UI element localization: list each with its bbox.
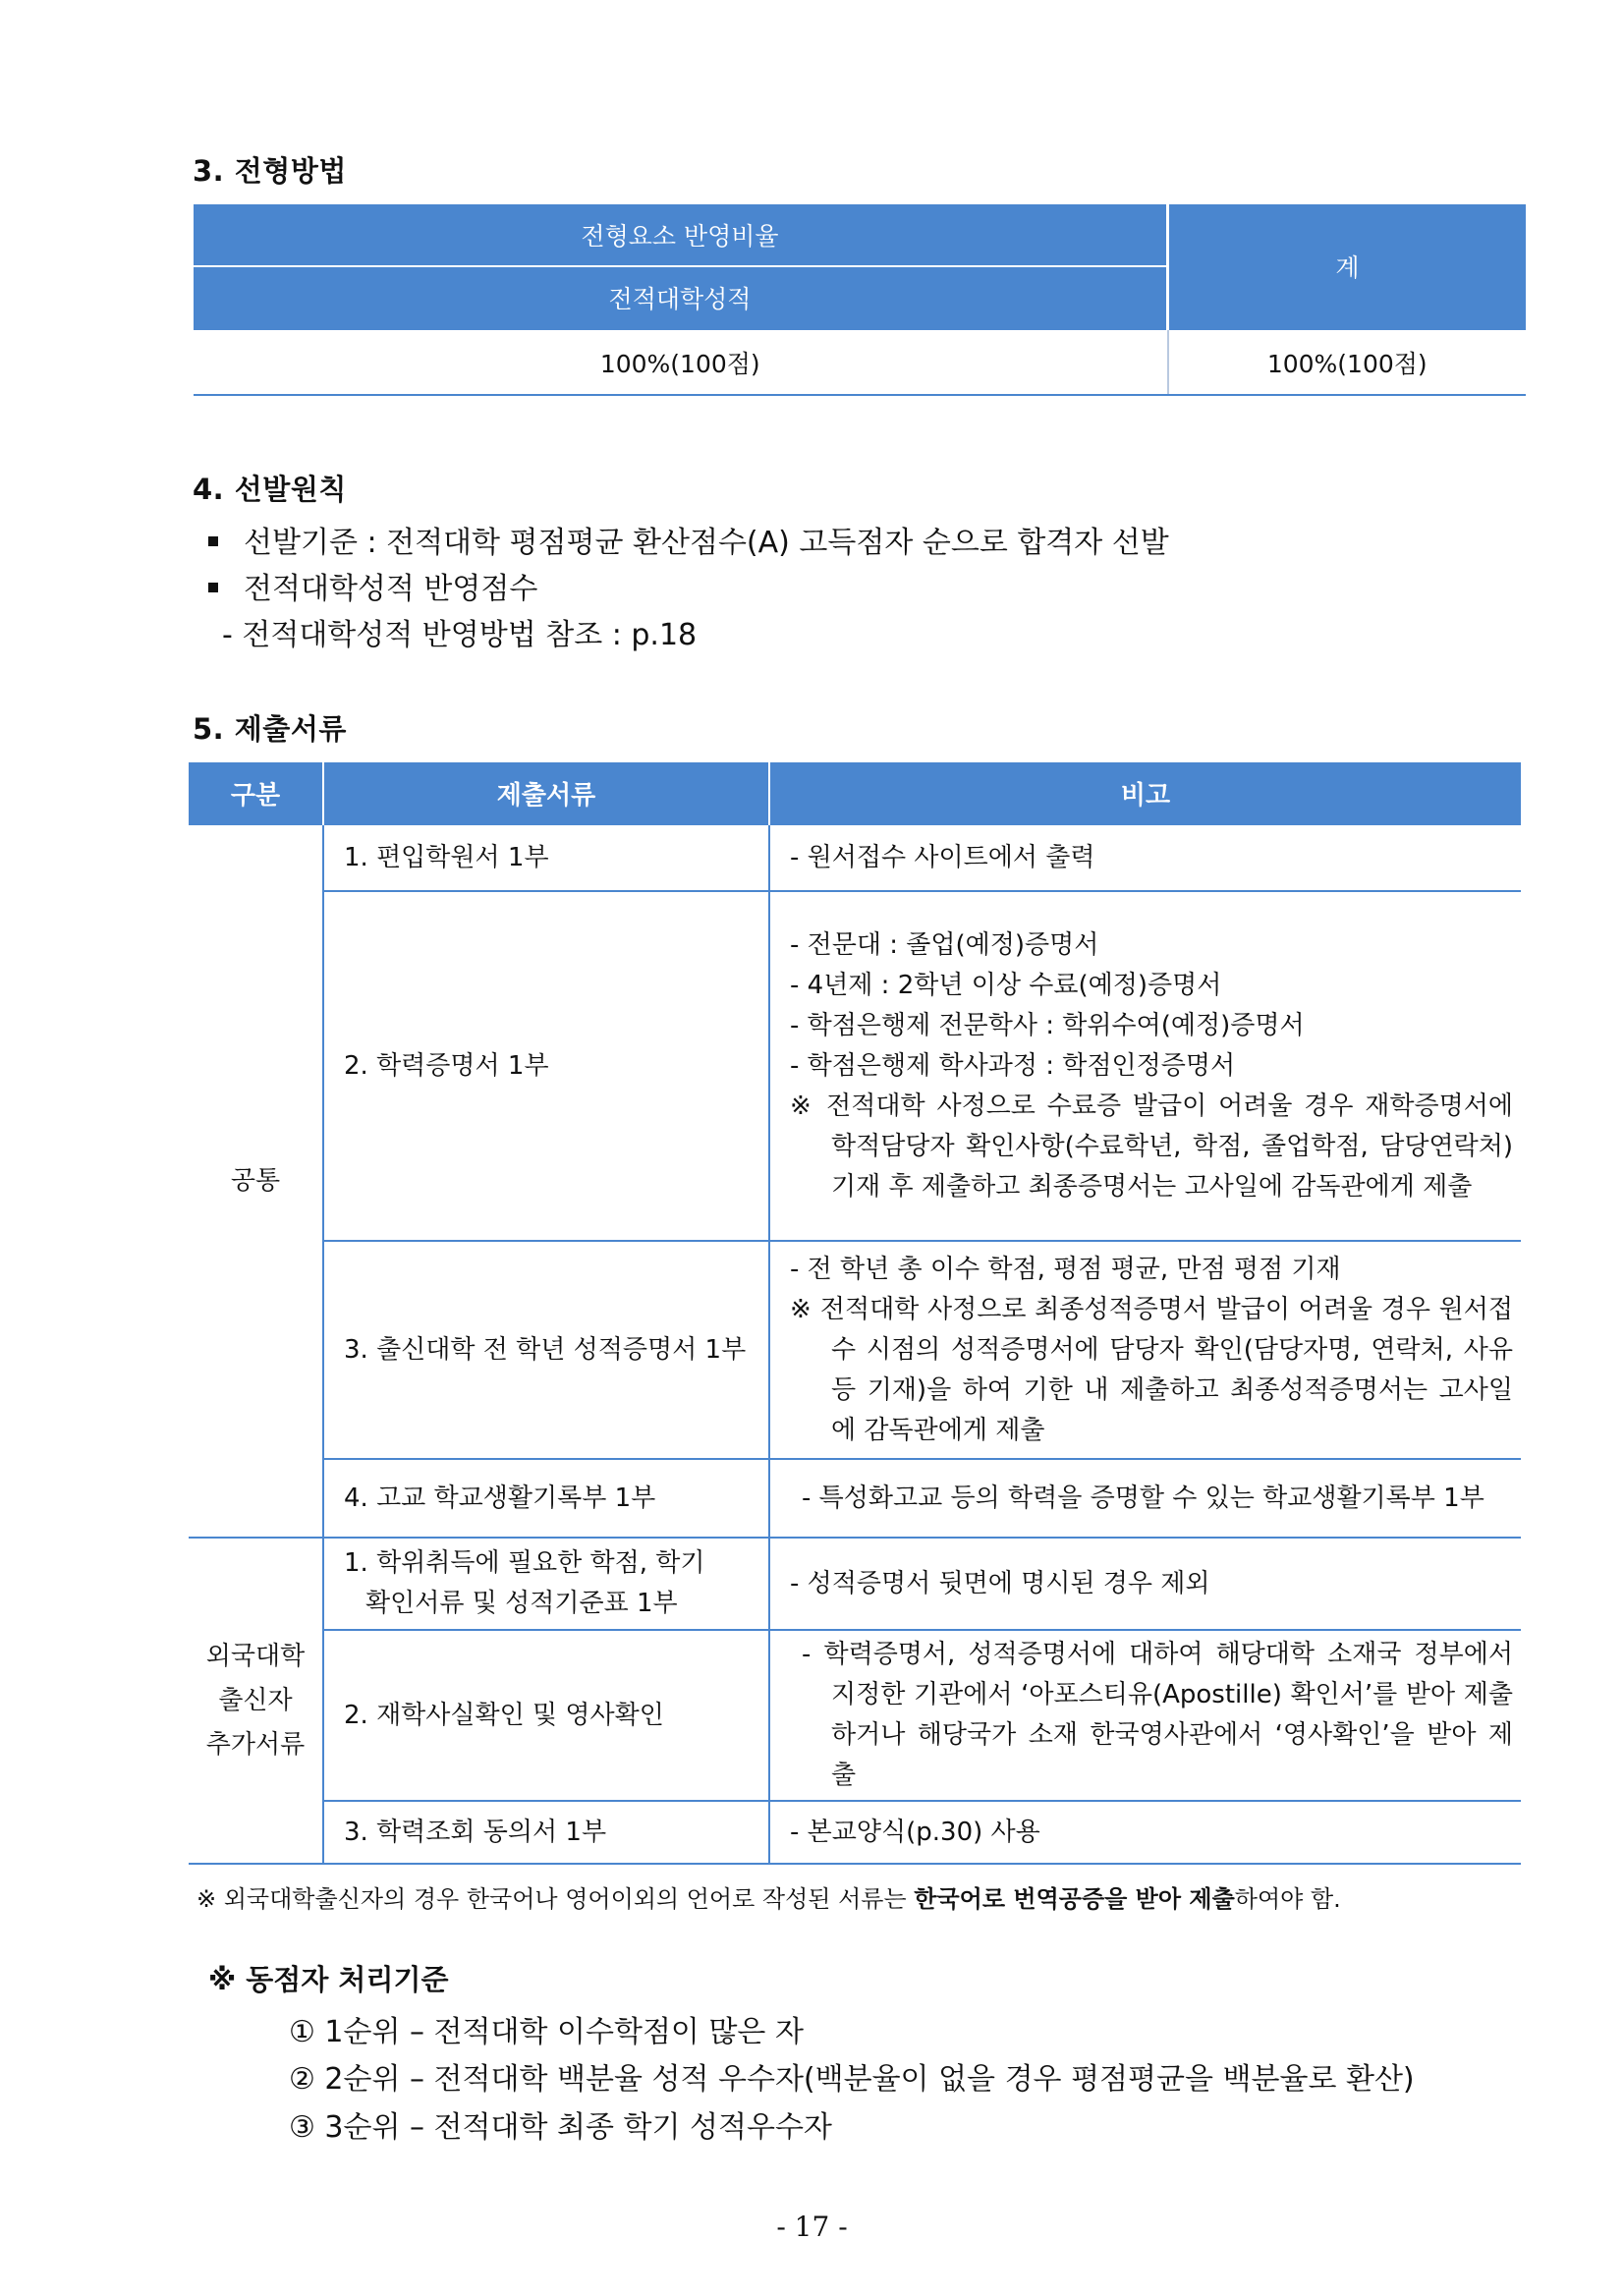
remarks-cell: - 특성화고교 등의 학력을 증명할 수 있는 학교생활기록부 1부	[769, 1459, 1521, 1538]
group-header: 전형요소 반영비율	[194, 204, 1168, 266]
table-row	[189, 824, 1521, 891]
transfer-grade-header: 전적대학성적	[194, 266, 1168, 329]
remarks-cell: - 원서접수 사이트에서 출력	[769, 824, 1521, 891]
principle-item-2	[208, 564, 537, 607]
remarks-cell: - 성적증명서 뒷면에 명시된 경우 제외	[769, 1538, 1521, 1630]
section5-heading: 5. 제출서류	[193, 712, 347, 746]
document-cell: 2. 학력증명서 1부	[323, 891, 769, 1241]
remarks-cell: - 본교양식(p.30) 사용	[769, 1801, 1521, 1864]
principle-item-1	[208, 518, 1169, 561]
header-documents: 제출서류	[323, 762, 769, 824]
tiebreak-item: ① 1순위 – 전적대학 이수학점이 많은 자	[289, 2015, 804, 2049]
table-row	[189, 1538, 1521, 1630]
category-foreign: 외국대학 출신자 추가서류	[189, 1538, 323, 1864]
table-row	[189, 1459, 1521, 1538]
section4-heading: 4. 선발원칙	[193, 473, 347, 506]
selection-method-table	[194, 204, 1526, 396]
documents-table	[189, 762, 1521, 1865]
table-row	[189, 891, 1521, 1241]
principle-sub-item: - 전적대학성적 반영방법 참조 : p.18	[222, 618, 698, 652]
table-row	[189, 1801, 1521, 1864]
header-category: 구분	[189, 762, 323, 824]
document-cell: 3. 학력조회 동의서 1부	[323, 1801, 769, 1864]
total-header: 계	[1168, 204, 1527, 329]
category-common: 공통	[189, 824, 323, 1538]
document-cell: 2. 재학사실확인 및 영사확인	[323, 1630, 769, 1801]
document-cell: 1. 편입학원서 1부	[323, 824, 769, 891]
transfer-grade-value: 100%(100점)	[194, 329, 1168, 395]
remarks-cell: - 학력증명서, 성적증명서에 대하여 해당대학 소재국 정부에서 지정한 기관에서 ‘아포스티유(Apostille) 확인서’를 받아 제출하거나 해당국가 소재 한국영사관에서 ‘영사확인’을 받아 제출	[769, 1630, 1521, 1801]
square-bullet-icon	[208, 583, 218, 592]
page-number: - 17 -	[776, 2211, 848, 2243]
section3-heading: 3. 전형방법	[193, 154, 347, 188]
table-row	[189, 1630, 1521, 1801]
foreign-note: ※ 외국대학출신자의 경우 한국어나 영어이외의 언어로 작성된 서류는 한국어로 번역공증을 받아 제출하여야 함.	[196, 1885, 1341, 1913]
remarks-cell: - 전문대 : 졸업(예정)증명서 - 4년제 : 2학년 이상 수료(예정)증명서 - 학점은행제 전문학사 : 학위수여(예정)증명서 - 학점은행제 학사과정 : 학점인정증명서 ※ 전적대학 사정으로 수료증 발급이 어려울 경우 재학증명서에 학적담당자 확인사항(수료학년, 학점, 졸업학점, 담당연락처) 기재 후 제출하고 최종증명서는 고사일에 감독관에게 제출	[769, 891, 1521, 1241]
document-cell: 1. 학위취득에 필요한 학점, 학기 확인서류 및 성적기준표 1부	[323, 1538, 769, 1630]
principle-item-text: 선발기준 : 전적대학 평점평균 환산점수(A) 고득점자 순으로 합격자 선발	[244, 526, 1169, 560]
total-value: 100%(100점)	[1168, 329, 1527, 395]
remarks-cell: - 전 학년 총 이수 학점, 평점 평균, 만점 평점 기재 ※ 전적대학 사정으로 최종성적증명서 발급이 어려울 경우 원서접수 시점의 성적증명서에 담당자 확인(담당자명, 연락처, 사유 등 기재)을 하여 기한 내 제출하고 최종성적증명서는 고사일에 감독관에게 제출	[769, 1241, 1521, 1459]
header-remarks: 비고	[769, 762, 1521, 824]
table-row	[189, 1241, 1521, 1459]
document-cell: 3. 출신대학 전 학년 성적증명서 1부	[323, 1241, 769, 1459]
tiebreak-item: ③ 3순위 – 전적대학 최종 학기 성적우수자	[289, 2110, 832, 2145]
tiebreak-item: ② 2순위 – 전적대학 백분율 성적 우수자(백분율이 없을 경우 평점평균을 백분율로 환산)	[289, 2062, 1415, 2097]
principle-item-text: 전적대학성적 반영점수	[244, 572, 538, 606]
document-cell: 4. 고교 학교생활기록부 1부	[323, 1459, 769, 1538]
tiebreak-heading: ※ 동점자 처리기준	[208, 1963, 449, 1996]
square-bullet-icon	[208, 536, 218, 546]
